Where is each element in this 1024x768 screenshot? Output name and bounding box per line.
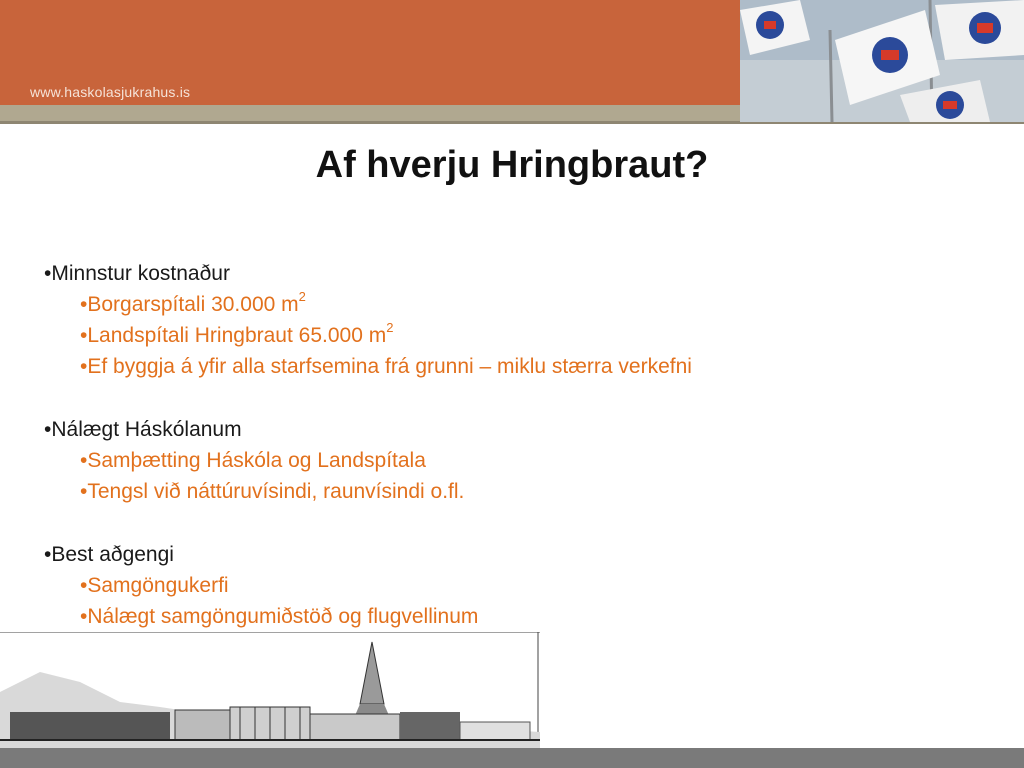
section-access [44, 539, 944, 632]
website-url: www.haskolasjukrahus.is [30, 84, 191, 100]
bullet-item: •Borgarspítali 30.000 $m^2$ [80, 289, 306, 316]
bullet-list [44, 258, 944, 632]
bullet-item: •Ef byggja á yfir alla starfsemina frá grunni – miklu stærra verkefni [80, 355, 692, 378]
header-band [0, 105, 740, 122]
bullet-item: •Samgöngukerfi [80, 574, 229, 597]
bullet-item: •Nálægt samgöngumiðstöð og flugvellinum [80, 605, 479, 628]
section-university [44, 414, 944, 507]
bullet-heading: •Nálægt Háskólanum [44, 418, 242, 441]
slide-title: Af hverju Hringbraut? [315, 144, 709, 186]
section-cost [44, 258, 944, 382]
bullet-heading: •Minnstur kostnaður [44, 262, 230, 285]
flags-photo [740, 0, 1024, 122]
ground-strip [0, 748, 1024, 768]
bullet-item: •Landspítali Hringbraut 65.000 $m^2$ [80, 320, 394, 347]
architectural-elevation-drawing [0, 632, 540, 750]
bullet-item: •Tengsl við náttúruvísindi, raunvísindi o.fl. [80, 480, 465, 503]
bullet-heading: •Best aðgengi [44, 543, 174, 566]
bullet-item: •Samþætting Háskóla og Landspítala [80, 449, 426, 472]
